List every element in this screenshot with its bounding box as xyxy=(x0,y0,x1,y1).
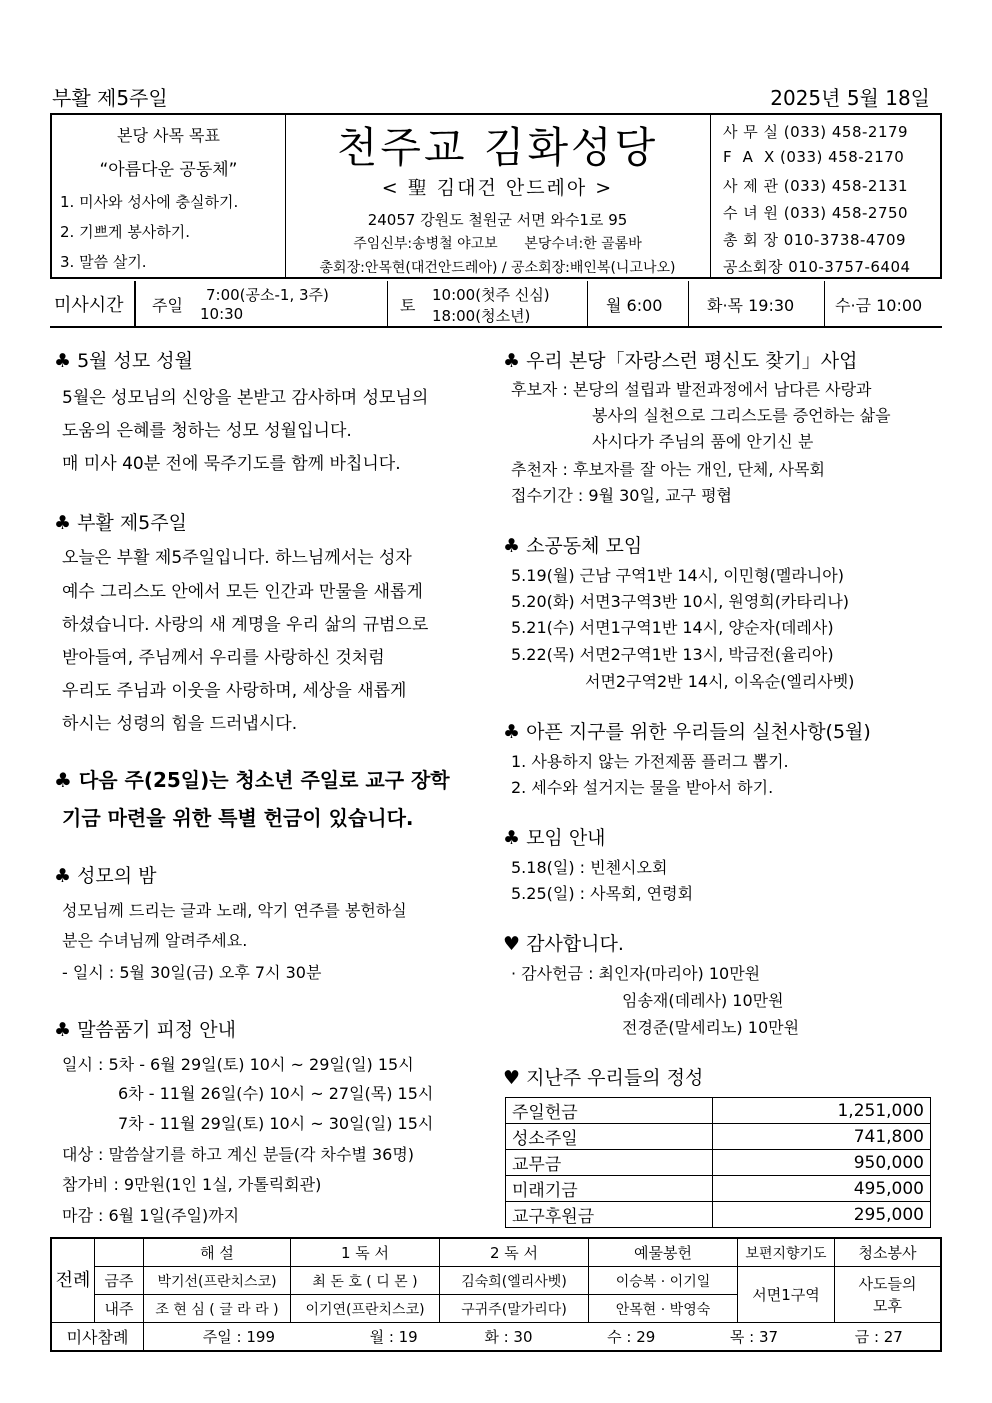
saturday-label: 토 xyxy=(400,296,416,315)
section-easter-5th-sunday: ♣ 부활 제5주일 xyxy=(54,512,187,534)
goal-item: 1. 미사와 성사에 충실하기. xyxy=(60,193,239,211)
offering-label: 미래기금 xyxy=(506,1176,713,1202)
col-head: 2 독 서 xyxy=(440,1238,589,1267)
body-line: 대상 : 말씀살기를 하고 계신 분들(각 차수별 36명) xyxy=(62,1145,415,1164)
pastoral-goals xyxy=(52,115,286,277)
mass-label: 미사시간 xyxy=(54,295,124,316)
wed-fri-time: 수·금 10:00 xyxy=(835,296,923,315)
section-thanks: ♥ 감사합니다. xyxy=(503,933,624,955)
body-line: 매 미사 40분 전에 묵주기도를 함께 바칩니다. xyxy=(62,454,401,474)
liturgy-table xyxy=(50,1237,942,1352)
body-line: - 일시 : 5월 30일(금) 오후 7시 30분 xyxy=(62,963,322,982)
phone-fax: F A X (033) 458-2170 xyxy=(723,148,905,166)
cell: 박기선(프란치스코) xyxy=(144,1267,291,1295)
sunday-time-1: 7:00(공소-1, 3주) xyxy=(206,286,329,304)
monday-time: 월 6:00 xyxy=(606,296,663,315)
phone-mission-president: 공소회장 010-3757-6404 xyxy=(723,258,911,276)
offering-value: 950,000 xyxy=(713,1150,931,1176)
prayer-group: 서면1구역 xyxy=(738,1267,835,1323)
mass-times xyxy=(50,281,942,328)
address: 24057 강원도 철원군 서면 와수1로 95 xyxy=(367,211,628,229)
staff-line-1: 주임신부:송병철 야고보 본당수녀:한 골롬바 xyxy=(353,236,642,252)
offering-label: 성소주일 xyxy=(506,1124,713,1150)
cell: 안목현 · 박영숙 xyxy=(589,1295,738,1323)
youth-sunday-notice-2: 기금 마련을 위한 특별 헌금이 있습니다. xyxy=(62,806,414,830)
body-line: 하시는 성령의 힘을 드러냅시다. xyxy=(62,714,298,734)
body-line: 5.22(목) 서면2구역1반 13시, 박금전(율리아) xyxy=(511,645,834,664)
section-meetings: ♣ 모임 안내 xyxy=(503,827,606,849)
att-sun: 주일 : 199 xyxy=(202,1328,275,1346)
body-line: 전경준(말세리노) 10만원 xyxy=(622,1018,800,1037)
liturgy-side-label: 전례 xyxy=(51,1238,95,1323)
body-line: 받아들여, 주님께서 우리를 사랑하신 것처럼 xyxy=(62,648,385,668)
body-line: 오늘은 부활 제5주일입니다. 하느님께서는 성자 xyxy=(62,548,412,568)
body-line: 예수 그리스도 안에서 모든 인간과 만물을 새롭게 xyxy=(62,582,423,602)
body-line: 6차 - 11월 26일(수) 10시 ~ 27일(목) 15시 xyxy=(118,1084,434,1103)
staff-line-2: 총회장:안목현(대건안드레아) / 공소회장:배인복(니고나오) xyxy=(319,260,676,276)
col-head: 1 독 서 xyxy=(291,1238,440,1267)
table-row xyxy=(51,1267,941,1295)
col-head: 청소봉사 xyxy=(835,1238,942,1267)
body-line: 5.25(일) : 사목회, 연령회 xyxy=(511,884,694,903)
cleaning-group: 사도들의 모후 xyxy=(835,1267,942,1323)
table-row xyxy=(51,1323,941,1352)
body-line: 봉사의 실천으로 그리스도를 증언하는 삶을 xyxy=(592,406,891,425)
phone-list xyxy=(710,115,941,277)
youth-sunday-notice: ♣ 다음 주(25일)는 청소년 주일로 교구 장학 xyxy=(54,768,450,792)
cell: 최 돈 호 ( 디 몬 ) xyxy=(291,1267,440,1295)
offering-value: 741,800 xyxy=(713,1124,931,1150)
body-line: 분은 수녀님께 알려주세요. xyxy=(62,931,248,950)
section-earth-care: ♣ 아픈 지구를 위한 우리들의 실천사항(5월) xyxy=(503,721,871,743)
body-line: 우리도 주님과 이웃을 사랑하며, 세상을 새롭게 xyxy=(62,681,407,701)
tue-thu-time: 화·목 19:30 xyxy=(707,296,795,315)
section-proud-laity: ♣ 우리 본당「자랑스런 평신도 찾기」사업 xyxy=(503,350,858,372)
offering-value: 495,000 xyxy=(713,1176,931,1202)
patron-saint: < 聖 김대건 안드레아 > xyxy=(381,177,614,199)
offering-label: 주일헌금 xyxy=(506,1098,713,1124)
body-line: 임송재(데레사) 10만원 xyxy=(622,991,784,1010)
table-row xyxy=(506,1098,931,1124)
body-line: 접수기간 : 9월 30일, 교구 평협 xyxy=(511,486,733,505)
body-line: 7차 - 11월 29일(토) 10시 ~ 30일(일) 15시 xyxy=(118,1114,434,1133)
att-tue: 화 : 30 xyxy=(484,1328,533,1346)
body-line: 하셨습니다. 사랑의 새 계명을 우리 삶의 규범으로 xyxy=(62,615,429,635)
col-head: 예물봉헌 xyxy=(589,1238,738,1267)
table-row xyxy=(506,1124,931,1150)
body-line: 추천자 : 후보자를 잘 아는 개인, 단체, 사목회 xyxy=(511,460,825,479)
col-head: 보편지향기도 xyxy=(738,1238,835,1267)
offering-value: 1,251,000 xyxy=(713,1098,931,1124)
week-title: 부활 제5주일 xyxy=(52,86,168,110)
col-head: 해 설 xyxy=(144,1238,291,1267)
goals-title: 본당 사목 목표 xyxy=(117,126,220,145)
body-line: 성모님께 드리는 글과 노래, 악기 연주를 봉헌하실 xyxy=(62,901,407,920)
body-line: 5.19(월) 근남 구역1반 14시, 이민형(멜라니아) xyxy=(511,566,844,585)
body-line: 1. 사용하지 않는 가전제품 플러그 뽑기. xyxy=(511,752,789,771)
section-small-community: ♣ 소공동체 모임 xyxy=(503,535,643,557)
goals-motto: “아름다운 공동체” xyxy=(99,160,238,180)
cell: 이승복 · 이기일 xyxy=(589,1267,738,1295)
header-box xyxy=(50,113,942,279)
saturday-time-2: 18:00(청소년) xyxy=(432,307,531,325)
body-line: 서면2구역2반 14시, 이옥순(엘리사벳) xyxy=(585,672,855,691)
body-line: 5.21(수) 서면1구역1반 14시, 양순자(데레사) xyxy=(511,618,834,637)
attendance-values xyxy=(144,1323,942,1352)
body-line: 참가비 : 9만원(1인 1실, 가톨릭회관) xyxy=(62,1175,322,1194)
sunday-label: 주일 xyxy=(152,296,183,315)
body-line: 5.18(일) : 빈첸시오회 xyxy=(511,858,668,877)
saturday-time-1: 10:00(첫주 신심) xyxy=(432,286,550,304)
section-may-month-of-mary: ♣ 5월 성모 성월 xyxy=(54,350,194,372)
body-line: 후보자 : 본당의 설립과 발전과정에서 남다른 사랑과 xyxy=(511,380,872,399)
att-mon: 월 : 19 xyxy=(369,1328,418,1346)
body-line: 일시 : 5차 - 6월 29일(토) 10시 ~ 29일(일) 15시 xyxy=(62,1055,414,1074)
offering-label: 교무금 xyxy=(506,1150,713,1176)
cell: 조 현 심 ( 글 라 라 ) xyxy=(144,1295,291,1323)
offerings-table xyxy=(505,1097,931,1228)
body-line: 마감 : 6월 1일(주일)까지 xyxy=(62,1206,240,1225)
phone-office: 사 무 실 (033) 458-2179 xyxy=(723,123,909,141)
table-row xyxy=(51,1238,941,1267)
offering-label: 교구후원금 xyxy=(506,1202,713,1228)
cell: 구귀주(말가리다) xyxy=(440,1295,589,1323)
row-label: 내주 xyxy=(95,1295,144,1323)
phone-rectory: 사 제 관 (033) 458-2131 xyxy=(723,177,909,195)
cell: 김숙희(엘리사벳) xyxy=(440,1267,589,1295)
body-line: · 감사헌금 : 최인자(마리아) 10만원 xyxy=(511,964,761,983)
section-offerings: ♥ 지난주 우리들의 정성 xyxy=(503,1067,704,1089)
parish-name: 천주교 김화성당 xyxy=(336,123,659,172)
att-thu: 목 : 37 xyxy=(729,1328,779,1346)
sunday-time-2: 10:30 xyxy=(200,305,244,323)
offering-value: 295,000 xyxy=(713,1202,931,1228)
table-row xyxy=(506,1150,931,1176)
section-retreat: ♣ 말씀품기 피정 안내 xyxy=(54,1019,236,1041)
body-line: 사시다가 주님의 품에 안기신 분 xyxy=(592,432,814,451)
goal-item: 2. 기쁘게 봉사하기. xyxy=(60,223,191,241)
body-line: 도움의 은혜를 청하는 성모 성월입니다. xyxy=(62,421,352,441)
table-row xyxy=(506,1176,931,1202)
section-night-of-mary: ♣ 성모의 밤 xyxy=(54,865,157,887)
body-line: 5.20(화) 서면3구역3반 10시, 원영희(카타리나) xyxy=(511,592,850,611)
date: 2025년 5월 18일 xyxy=(770,86,930,110)
attendance-label: 미사참례 xyxy=(51,1323,144,1352)
table-row xyxy=(506,1202,931,1228)
cell: 이기연(프란치스코) xyxy=(291,1295,440,1323)
phone-convent: 수 녀 원 (033) 458-2750 xyxy=(723,204,909,222)
body-line: 2. 세수와 설거지는 물을 받아서 하기. xyxy=(511,778,774,797)
att-wed: 수 : 29 xyxy=(607,1328,656,1346)
goal-item: 3. 말씀 살기. xyxy=(60,253,147,271)
row-label: 금주 xyxy=(95,1267,144,1295)
att-fri: 금 : 27 xyxy=(854,1328,903,1346)
body-line: 5월은 성모님의 신앙을 본받고 감사하며 성모님의 xyxy=(62,388,429,408)
phone-president: 총 회 장 010-3738-4709 xyxy=(723,231,907,249)
